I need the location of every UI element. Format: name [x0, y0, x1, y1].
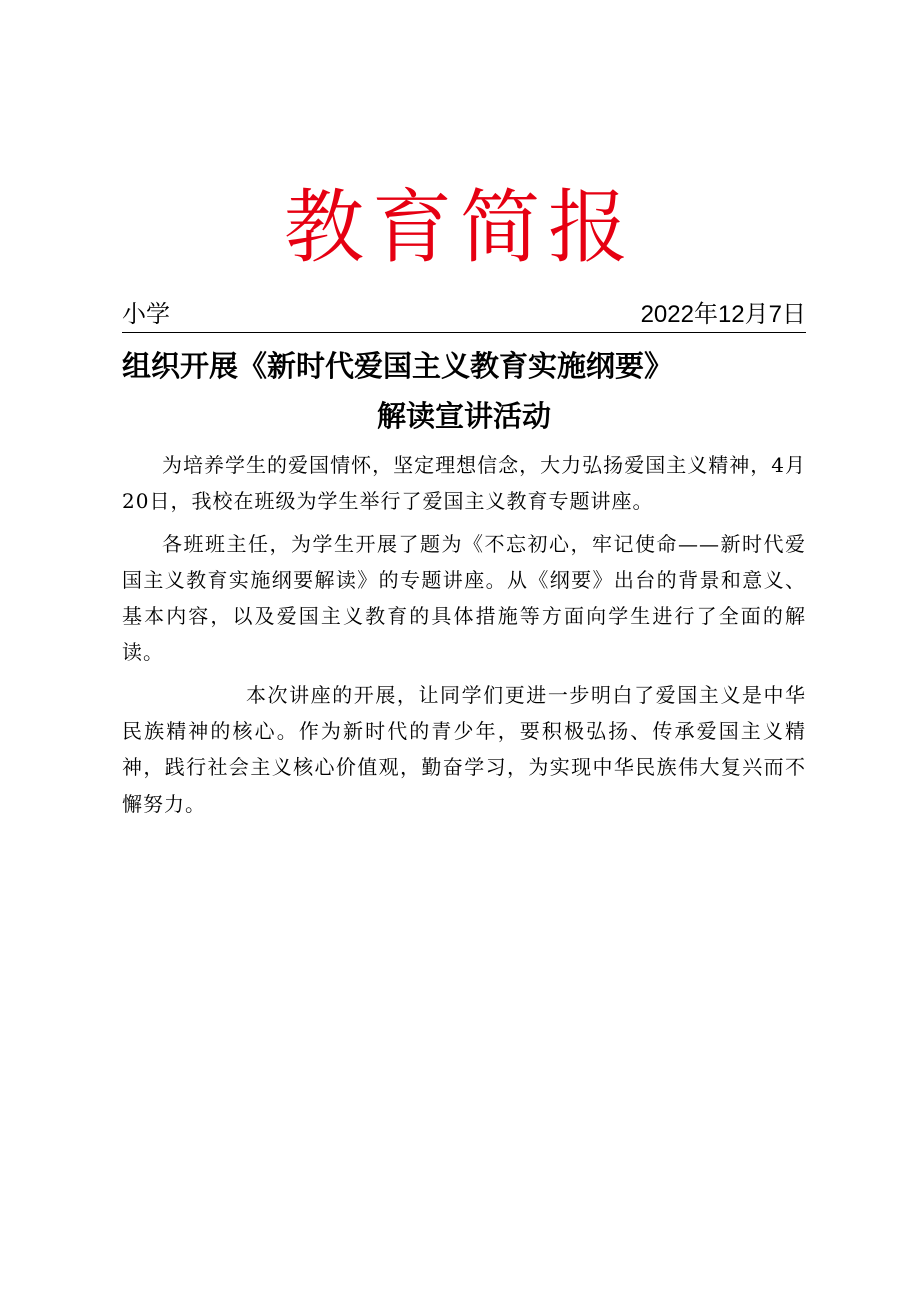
headline-line-2: 解读宣讲活动 [376, 401, 551, 433]
info-row [122, 300, 806, 333]
body-paragraph-2: 各班班主任，为学生开展了题为《不忘初心，牢记使命——新时代爱国主义教育实施纲要解读》的专题讲座。从《纲要》出台的背景和意义、基本内容，以及爱国主义教育的具体措施等方面向学生进行了全面的解读。 [122, 531, 806, 665]
school-name: 小学 [122, 301, 170, 328]
article-body [122, 447, 806, 828]
body-paragraph-1: 为培养学生的爱国情怀，坚定理想信念，大力弘扬爱国主义精神，4月20日，我校在班级为学生举行了爱国主义教育专题讲座。 [122, 453, 806, 514]
article-headline [122, 342, 806, 442]
masthead-title: 教育简报 [284, 181, 636, 274]
headline-line-1: 组织开展《新时代爱国主义教育实施纲要》 [122, 351, 674, 383]
issue-date: 2022年12月7日 [640, 301, 806, 328]
body-paragraph-3: 本次讲座的开展，让同学们更进一步明白了爱国主义是中华民族精神的核心。作为新时代的青少年，要积极弘扬、传承爱国主义精神，践行社会主义核心价值观，勤奋学习，为实现中华民族伟大复兴而不懈努力。 [122, 682, 806, 816]
